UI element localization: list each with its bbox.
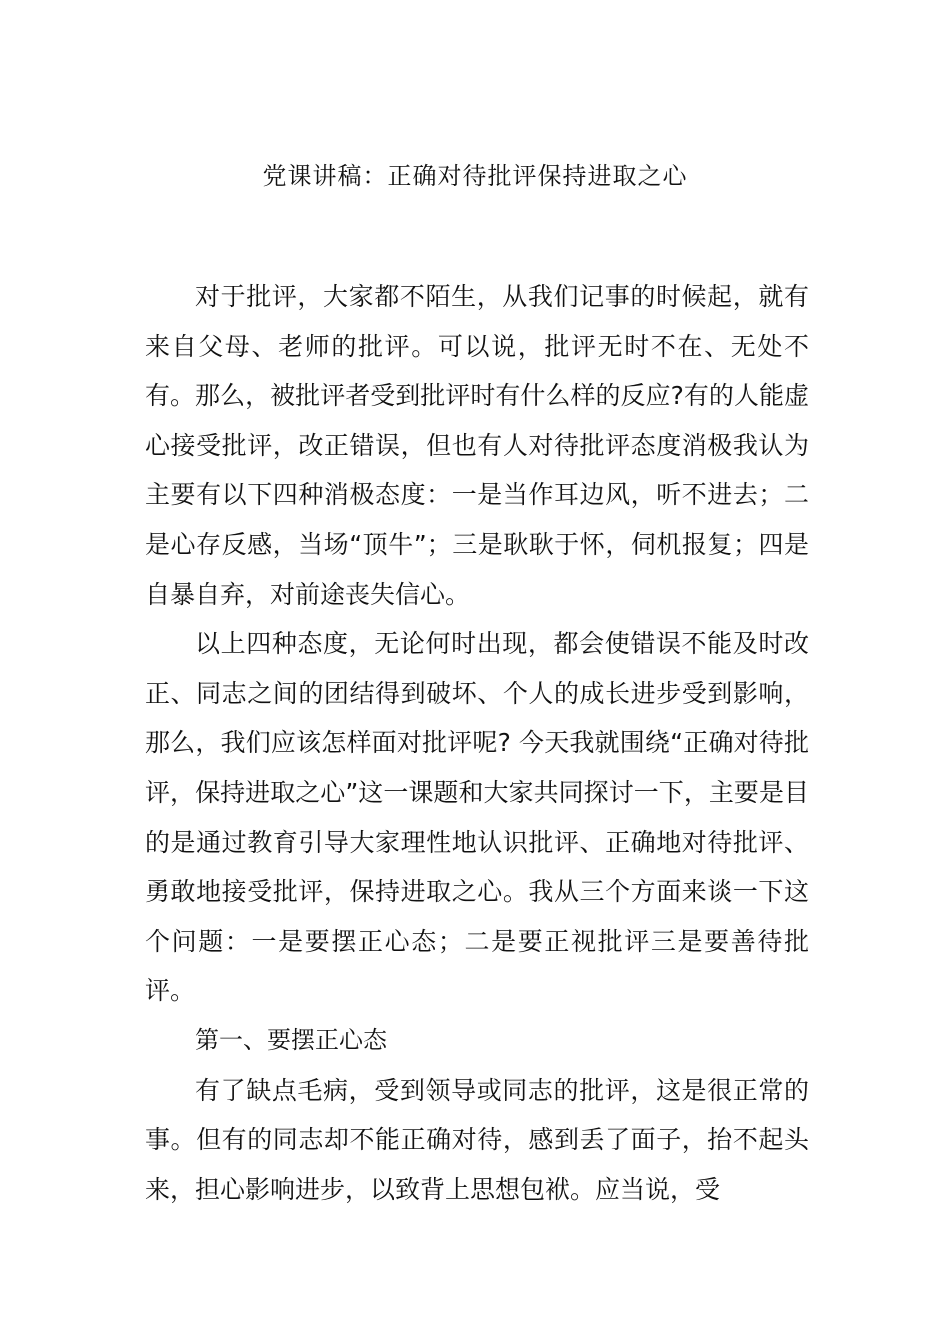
section-heading: 第一、要摆正心态 (195, 1025, 387, 1054)
page-title: 党课讲稿：正确对待批评保持进取之心 (262, 162, 688, 190)
document-body (145, 272, 809, 1214)
paragraph-1: 对于批评，大家都不陌生，从我们记事的时候起，就有来自父母、老师的批评。可以说，批评无时不在、无处不有。那么，被批评者受到批评时有什么样的反应?有的人能虚心接受批评，改正错误，但也有人对待批评态度消极我认为主要有以下四种消极态度：一是当作耳边风，听不进去；二是心存反感，当场“顶牛”；三是耿耿于怀，伺机报复；四是自暴自弃，对前途丧失信心。 (145, 282, 809, 609)
paragraph-2: 以上四种态度，无论何时出现，都会使错误不能及时改正、同志之间的团结得到破坏、个人的成长进步受到影响，那么，我们应该怎样面对批评呢? 今天我就围绕“正确对待批评，保持进取之心”这一课题和大家共同探讨一下，主要是目的是通过教育引导大家理性地认识批评、正确地对待批评、勇敢地接受批评，保持进取之心。我从三个方面来谈一下这个问题：一是要摆正心态；二是要正视批评三是要善待批评。 (145, 629, 809, 1006)
paragraph-3: 有了缺点毛病，受到领导或同志的批评，这是很正常的事。但有的同志却不能正确对待，感到丢了面子，抬不起头来，担心影响进步，以致背上思想包袱。应当说，受 (145, 1075, 809, 1204)
